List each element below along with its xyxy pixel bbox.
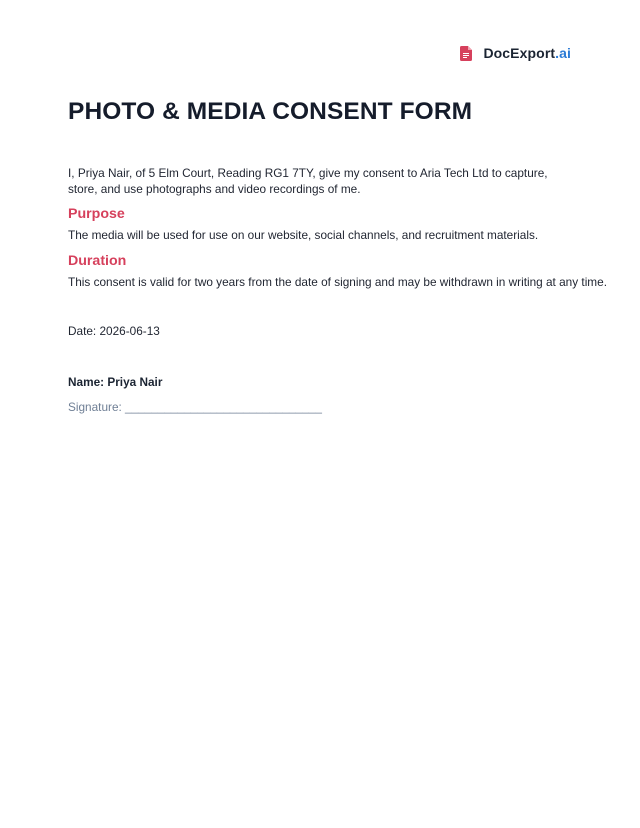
consent-statement: I, Priya Nair, of 5 Elm Court, Reading RG1 7TY, give my consent to Aria Tech Ltd to capture, store, and use photographs and video recordings of me.: [68, 166, 548, 196]
signature-line: Signature: ______________________________: [68, 400, 322, 414]
purpose-text: The media will be used for use on our website, social channels, and recruitment materials.: [68, 228, 539, 242]
duration-heading: Duration: [68, 253, 127, 269]
purpose-heading: Purpose: [68, 206, 125, 222]
brand-name-suffix: .ai: [555, 45, 571, 61]
brand-name: [483, 45, 571, 61]
brand-logo: [460, 45, 571, 61]
brand-name-prefix: DocExport: [483, 45, 556, 61]
duration-text: This consent is valid for two years from the date of signing and may be withdrawn in writing at any time.: [68, 275, 607, 289]
pdf-document-icon: [460, 46, 472, 61]
name-line: Name: Priya Nair: [68, 375, 163, 389]
date-line: Date: 2026-06-13: [68, 324, 160, 338]
page-title: PHOTO & MEDIA CONSENT FORM: [68, 98, 473, 125]
